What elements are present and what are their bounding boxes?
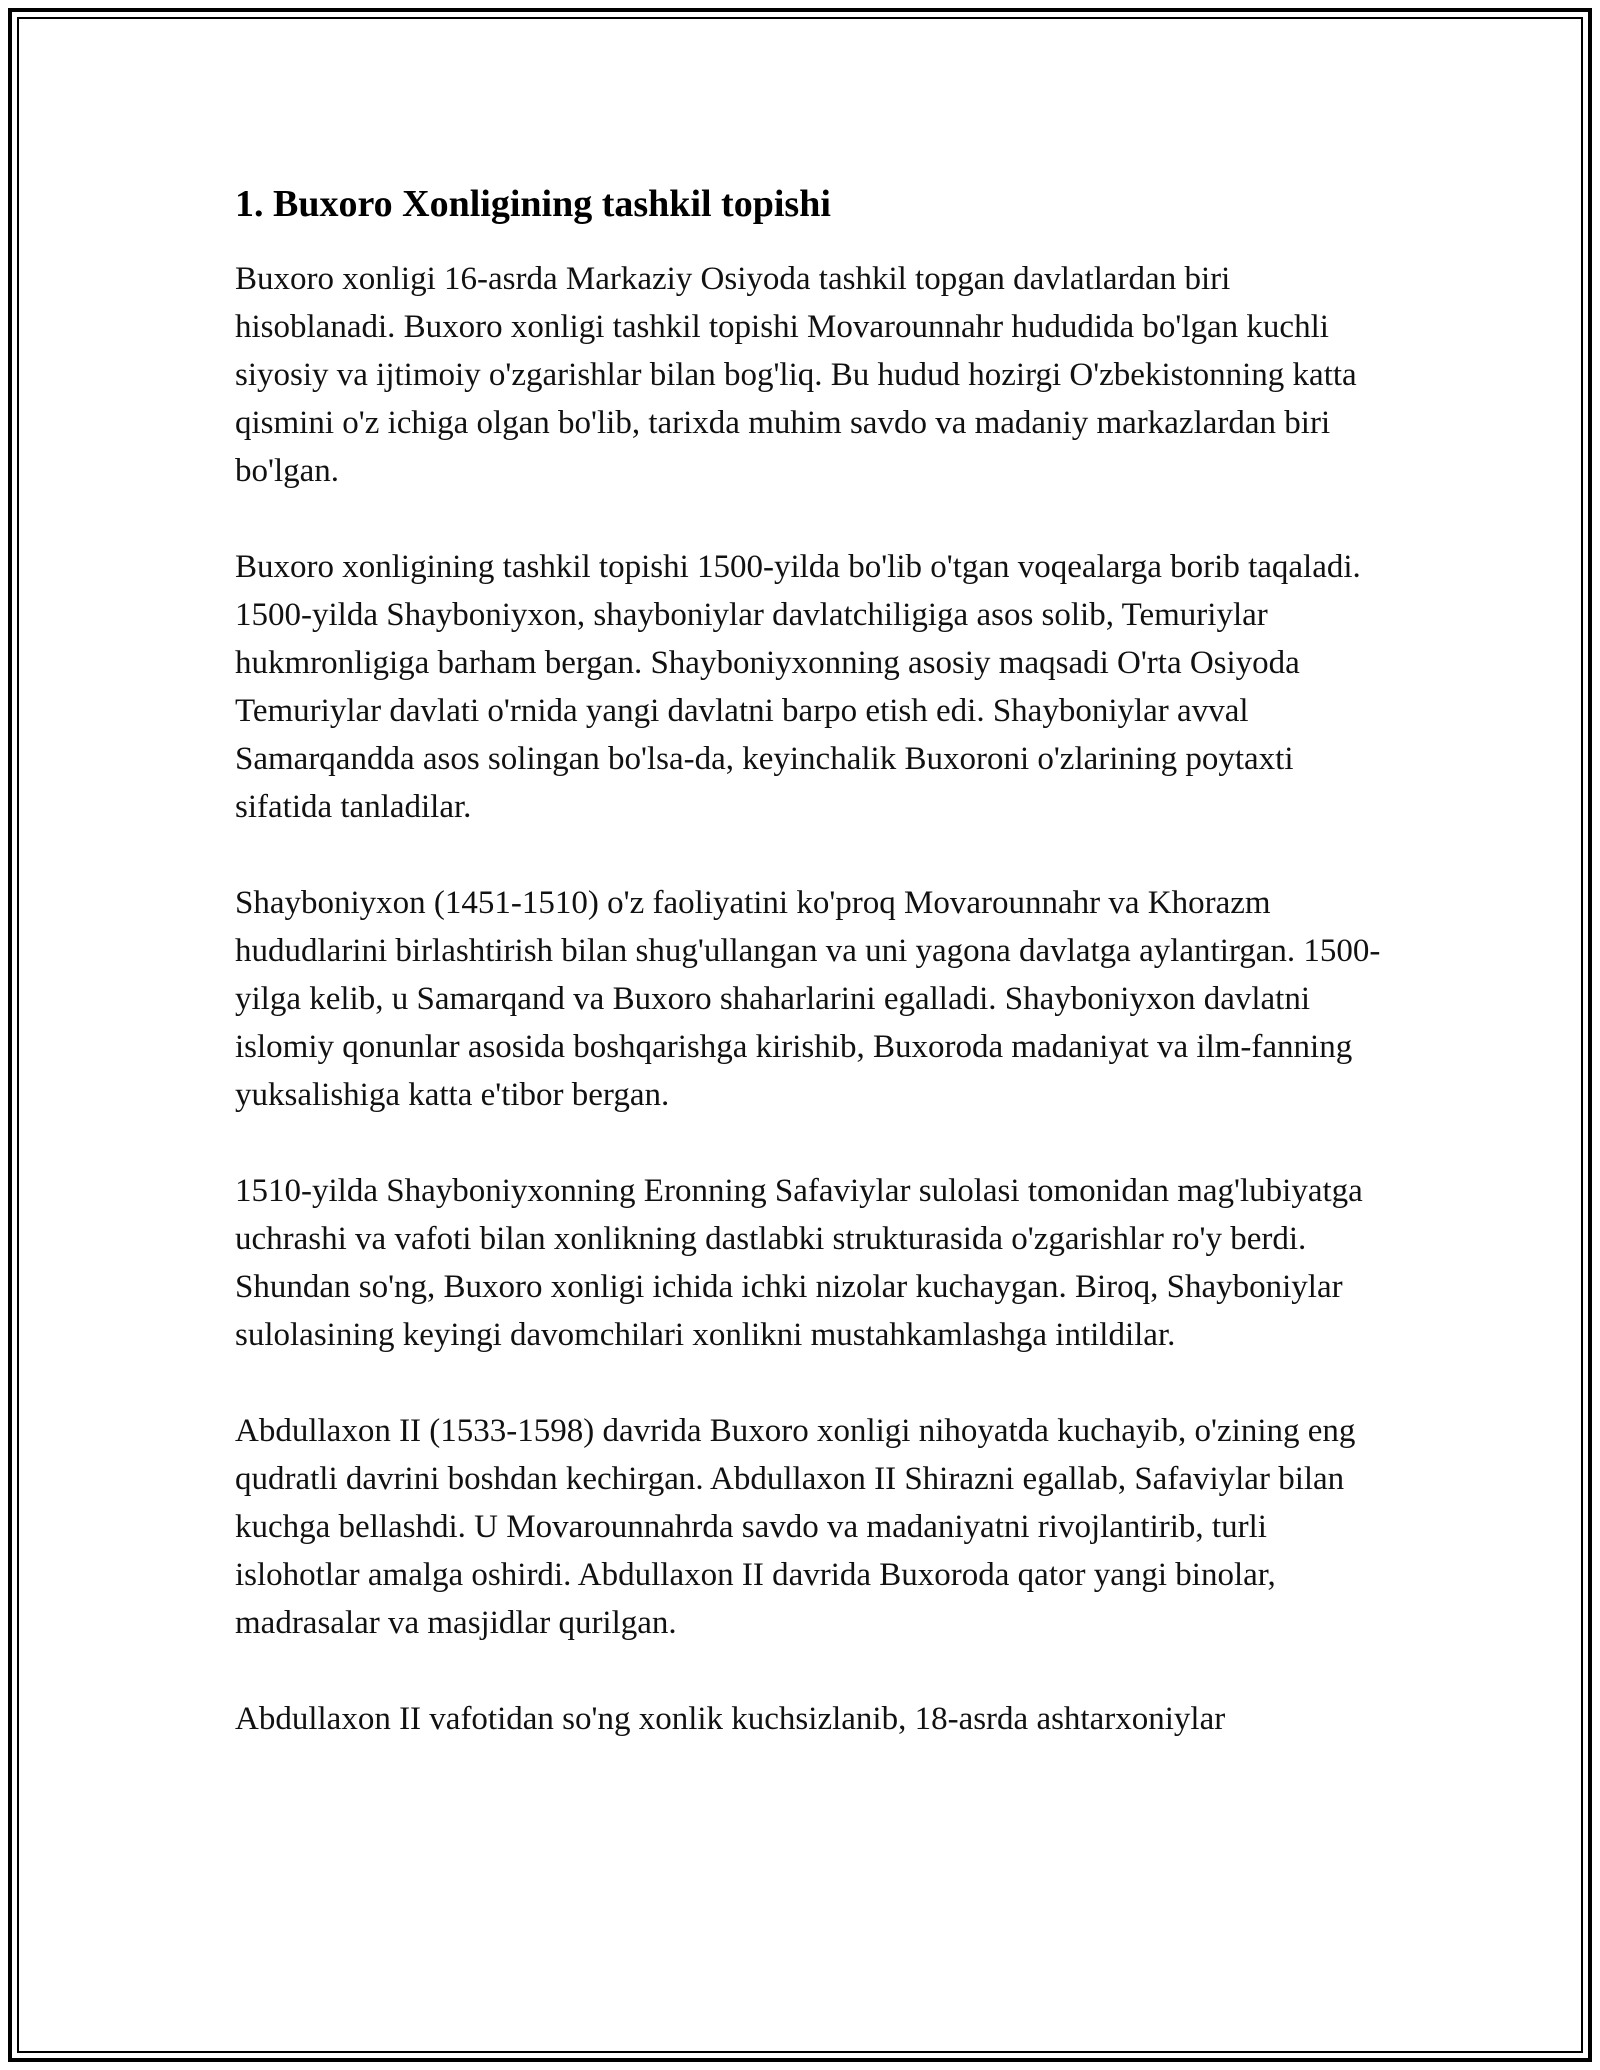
paragraph-4: 1510-yilda Shayboniyxonning Eronning Safaviylar sulolasi tomonidan mag'lubiyatga uchrashi va vafoti bilan xonlikning dastlabki strukturasida o'zgarishlar ro'y berdi. Shundan so'ng, Buxoro xonligi ichida ichki nizolar kuchaygan. Biroq, Shayboniylar sulolasining keyingi davomchilari xonlikni mustahkamlashga intildilar.: [235, 1173, 1363, 1354]
paragraph-1: Buxoro xonligi 16-asrda Markaziy Osiyoda tashkil topgan davlatlardan biri hisoblanadi. Buxoro xonligi tashkil topishi Movarounnahr hududida bo'lgan kuchli siyosiy va ijtimoiy o'zgarishlar bilan bog'liq. Bu hudud hozirgi O'zbekistonning katta qismini o'z ichiga olgan bo'lib, tarixda muhim savdo va madaniy markazlardan biri bo'lgan.: [235, 261, 1357, 490]
paragraph-3: Shayboniyxon (1451-1510) o'z faoliyatini ko'proq Movarounnahr va Khorazm hududlarini birlashtirish bilan shug'ullangan va uni yagona davlatga aylantirgan. 1500-yilga kelib, u Samarqand va Buxoro shaharlarini egalladi. Shayboniyxon davlatni islomiy qonunlar asosida boshqarishga kirishib, Buxoroda madaniyat va ilm-fanning yuksalishiga katta e'tibor bergan.: [235, 885, 1381, 1114]
paragraph-6: Abdullaxon II vafotidan so'ng xonlik kuchsizlanib, 18-asrda ashtarxoniylar: [235, 1701, 1226, 1738]
section-heading: 1. Buxoro Xonligining tashkil topishi: [235, 183, 831, 225]
paragraph-5: Abdullaxon II (1533-1598) davrida Buxoro xonligi nihoyatda kuchayib, o'zining eng qudratli davrini boshdan kechirgan. Abdullaxon II Shirazni egallab, Safaviylar bilan kuchga bellashdi. U Movarounnahrda savdo va madaniyatni rivojlantirib, turli islohotlar amalga oshirdi. Abdullaxon II davrida Buxoroda qator yangi binolar, madrasalar va masjidlar qurilgan.: [235, 1413, 1356, 1642]
document-body: [235, 178, 1395, 1791]
paragraph-2: Buxoro xonligining tashkil topishi 1500-yilda bo'lib o'tgan voqealarga borib taqaladi. 1500-yilda Shayboniyxon, shayboniylar davlatchiligiga asos solib, Temuriylar hukmronligiga barham bergan. Shayboniyxonning asosiy maqsadi O'rta Osiyoda Temuriylar davlati o'rnida yangi davlatni barpo etish edi. Shayboniylar avval Samarqandda asos solingan bo'lsa-da, keyinchalik Buxoroni o'zlarining poytaxti sifatida tanladilar.: [235, 549, 1361, 826]
